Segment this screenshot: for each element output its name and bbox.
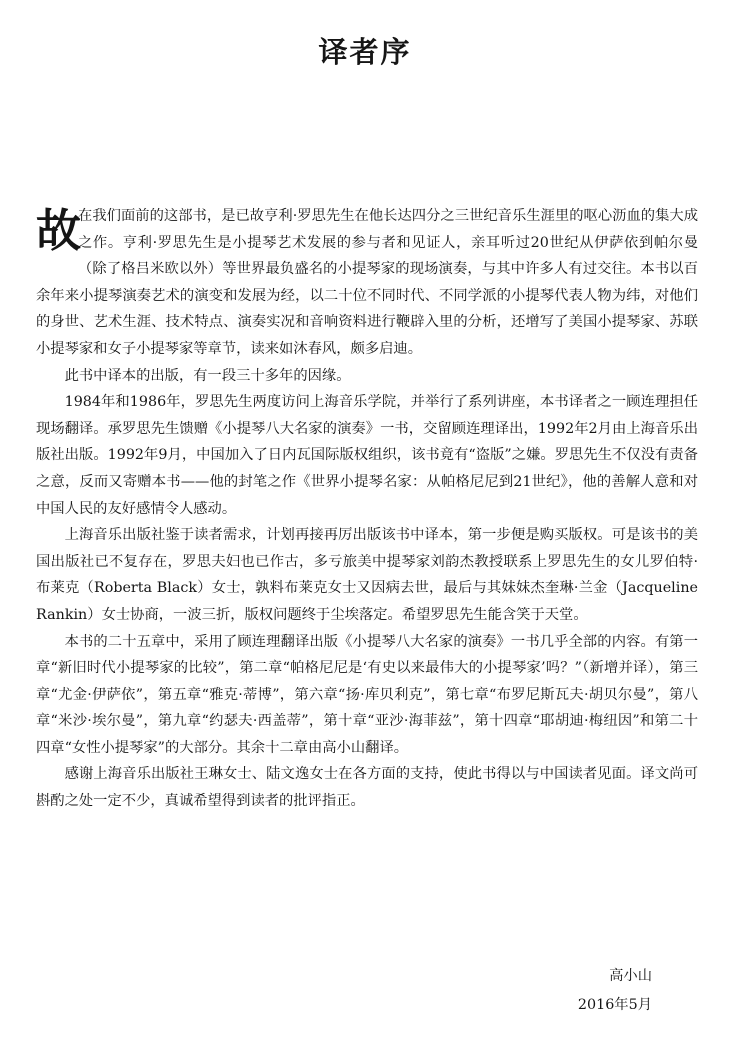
paragraph: 本书的二十五章中，采用了顾连理翻译出版《小提琴八大名家的演奏》一书几乎全部的内容。有第一章“新旧时代小提琴家的比较”，第二章“帕格尼尼是‘有史以来最伟大的小提琴家’吗？”（新增并译），第三章“尤金·伊萨依”，第五章“雅克·蒂博”，第六章“扬·库贝利克”，第七章“布罗尼斯瓦夫·胡贝尔曼”，第八章“米沙·埃尔曼”，第九章“约瑟夫·西盖蒂”，第十章“亚沙·海菲兹”，第十四章“耶胡迪·梅纽因”和第二十四章“女性小提琴家”的大部分。其余十二章由高小山翻译。 <box>36 633 698 756</box>
paragraph <box>36 203 698 363</box>
preface-body <box>36 203 698 815</box>
drop-cap: 故 <box>36 204 82 257</box>
paragraph: 1984年和1986年，罗思先生两度访问上海音乐学院，并举行了系列讲座，本书译者之一顾连理担任现场翻译。承罗思先生馈赠《小提琴八大名家的演奏》一书，交留顾连理译出，1992年2月由上海音乐出版社出版。1992年9月，中国加入了日内瓦国际版权组织，该书竟有“盗版”之嫌。罗思先生不仅没有责备之意，反而又寄赠本书——他的封笔之作《世界小提琴名家：从帕格尼尼到21世纪》，他的善解人意和对中国人民的友好感情令人感动。 <box>36 394 698 517</box>
translator-name: 高小山 <box>609 968 652 984</box>
paragraph-text: 在我们面前的这部书，是已故亨利·罗思先生在他长达四分之三世纪音乐生涯里的呕心沥血的集大成之作。亨利·罗思先生是小提琴艺术发展的参与者和见证人，亲耳听过20世纪从伊萨依到帕尔曼（除了格吕米欧以外）等世界最负盛名的小提琴家的现场演奏，与其中许多人有过交往。本书以百余年来小提琴演奏艺术的演变和发展为经，以二十位不同时代、不同学派的小提琴代表人物为纬，对他们的身世、艺术生涯、技术特点、演奏实况和音响资料进行鞭辟入里的分析，还增写了美国小提琴家、苏联小提琴家和女子小提琴家等章节，读来如沐春风，颇多启迪。 <box>36 208 698 357</box>
signature-block <box>578 962 652 1020</box>
page-title: 译者序 <box>318 35 412 69</box>
paragraph: 此书中译本的出版，有一段三十多年的因缘。 <box>64 367 351 384</box>
paragraph: 上海音乐出版社鉴于读者需求，计划再接再厉出版该书中译本，第一步便是购买版权。可是该书的美国出版社已不复存在，罗思夫妇也已作古，多亏旅美中提琴家刘韵杰教授联系上罗思先生的女儿罗伯特·布莱克（Roberta Black）女士，孰料布莱克女士又因病去世，最后与其妹妹杰奎琳·兰金（Jacqueline Rankin）女士协商，一波三折，版权问题终于尘埃落定。希望罗思先生能含笑于天堂。 <box>36 527 698 623</box>
paragraph: 感谢上海音乐出版社王琳女士、陆文逸女士在各方面的支持，使此书得以与中国读者见面。译文尚可斟酌之处一定不少，真诚希望得到读者的批评指正。 <box>36 766 698 810</box>
signature-date: 2016年5月 <box>577 997 652 1013</box>
